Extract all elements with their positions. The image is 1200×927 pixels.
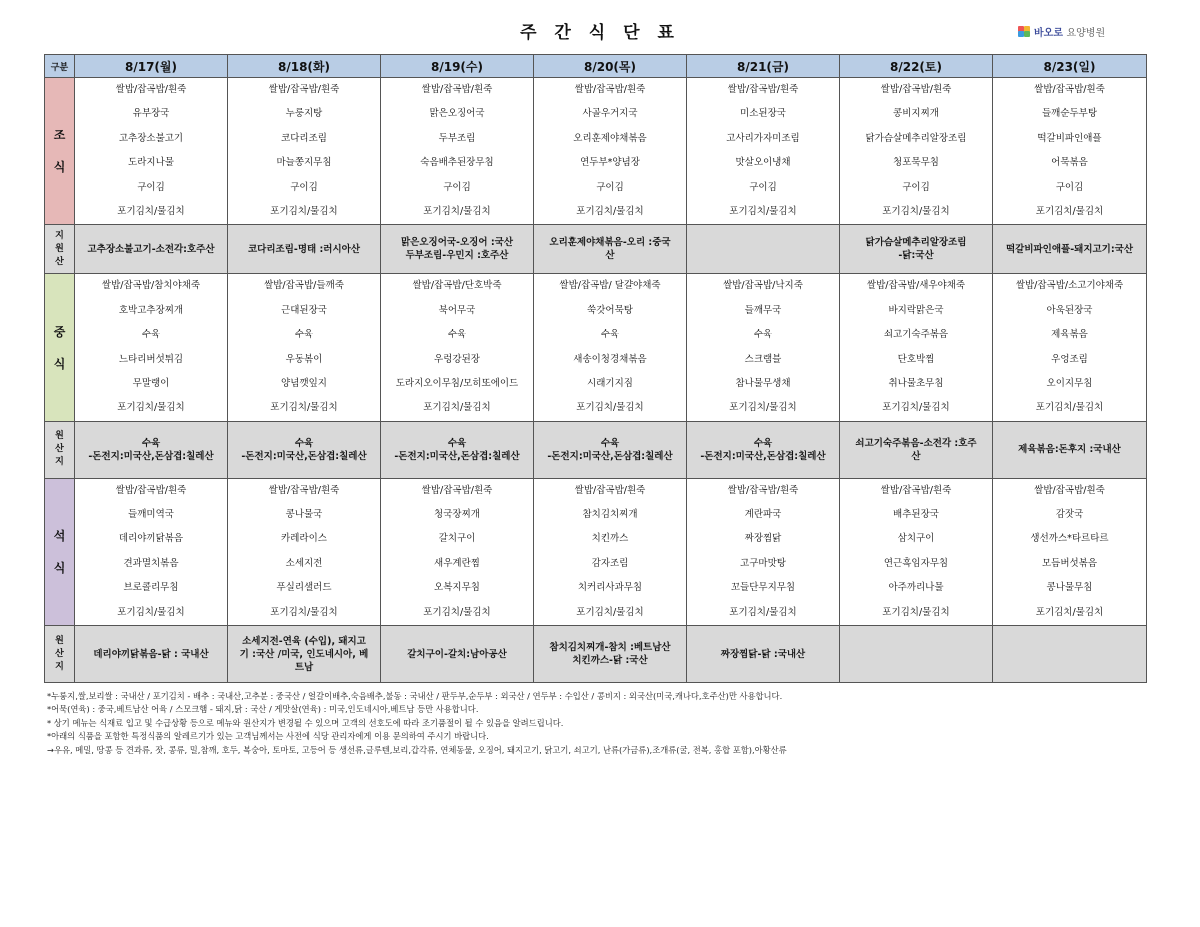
menu-item: 포기김치/물김치 <box>117 606 185 618</box>
origin-text: -돈전지:미국산,돈삼겹:칠레산 <box>394 450 520 462</box>
menu-item: 배추된장국 <box>893 509 939 521</box>
dinner-origin-row <box>45 626 1147 683</box>
lunch-origin-row <box>45 421 1147 478</box>
menu-item: 새송이청경채볶음 <box>573 353 647 365</box>
menu-item: 무말랭이 <box>132 377 170 389</box>
origin-text: 산 <box>605 250 615 262</box>
label-char: 산 <box>55 444 64 455</box>
menu-item: 수육 <box>600 329 620 341</box>
menu-item: 맑은오징어국 <box>429 108 485 120</box>
origin-text: 제육볶음:돈후지 :국내산 <box>1018 444 1121 456</box>
origin-cell <box>687 626 840 683</box>
breakfast-origin-row <box>45 225 1147 274</box>
menu-item: 참치김치찌개 <box>582 509 638 521</box>
origin-text: 치킨까스-닭 :국산 <box>572 655 648 667</box>
menu-item: 들깨무국 <box>744 304 782 316</box>
menu-item: 감잣국 <box>1055 509 1084 521</box>
menu-item: 쑥갓어묵탕 <box>587 304 633 316</box>
menu-cell <box>993 274 1147 421</box>
menu-item: 연두부*양념장 <box>580 157 640 169</box>
origin-text: -돈전지:미국산,돈삼겹:칠레산 <box>241 450 367 462</box>
menu-item: 수육 <box>753 329 773 341</box>
menu-item: 카레라이스 <box>281 533 327 545</box>
menu-item: 데리야끼닭볶음 <box>118 533 184 545</box>
weekly-menu-table <box>44 54 1147 683</box>
menu-item: 시래기지짐 <box>587 377 633 389</box>
label-char: 식 <box>53 560 66 575</box>
origin-text: 참치김치찌개-참치 :베트남산 <box>549 642 671 654</box>
menu-item: 어묵볶음 <box>1051 157 1088 169</box>
menu-item: 닭가슴살메추리알장조림 <box>865 132 967 144</box>
menu-item: 우엉조림 <box>1051 353 1088 365</box>
day-header: 8/18(화) <box>228 55 381 78</box>
menu-item: 치킨까스 <box>591 533 629 545</box>
menu-item: 브로콜리무침 <box>123 582 179 594</box>
header-corner: 구분 <box>45 55 75 78</box>
label-char: 원 <box>55 243 64 254</box>
menu-cell <box>687 274 840 421</box>
menu-item: 수육 <box>294 329 314 341</box>
menu-item: 쌀밥/잡곡밥/흰죽 <box>727 84 799 95</box>
menu-item: 쇠고기숙주볶음 <box>883 329 949 341</box>
menu-item: 쌀밥/잡곡밥/흰죽 <box>727 484 799 496</box>
label-char: 산 <box>55 256 64 267</box>
origin-text: -돈전지:미국산,돈삼겹:칠레산 <box>547 450 673 462</box>
menu-cell <box>75 274 228 421</box>
origin-text: -돈전지:미국산,돈삼겹:칠레산 <box>88 450 214 462</box>
menu-item: 숙음배추된장무침 <box>420 157 494 169</box>
origin-text: 수육 <box>294 437 314 449</box>
menu-item: 도라지나물 <box>128 157 174 169</box>
menu-item: 떡갈비파인애플 <box>1037 132 1102 144</box>
menu-item: 포기김치/물김치 <box>576 402 644 414</box>
menu-cell <box>381 274 534 421</box>
note-line: *아래의 식품을 포함한 특정식품의 알레르기가 있는 고객님께서는 사전에 식당 관리자에게 이용 문의하여 주시기 바랍니다. <box>47 731 489 742</box>
lunch-origin-label <box>45 421 75 478</box>
menu-cell <box>993 78 1147 225</box>
origin-text: 기 :국산 /미국, 인도네시아, 베 <box>239 648 369 660</box>
lunch-row <box>45 274 1147 421</box>
origin-text: 맑은오징어국-오징어 :국산 <box>401 237 513 249</box>
menu-item: 취나물초무침 <box>888 377 944 389</box>
menu-item: 오리훈제야채볶음 <box>573 132 647 144</box>
label-char: 중 <box>53 324 66 339</box>
menu-item: 오복지무침 <box>434 582 480 594</box>
menu-item: 아욱된장국 <box>1046 304 1093 316</box>
menu-item: 고추장소불고기 <box>118 132 184 144</box>
menu-item: 구이김 <box>290 181 318 193</box>
origin-cell <box>687 421 840 478</box>
menu-item: 구이김 <box>902 181 930 193</box>
menu-item: 쌀밥/잡곡밥/낙지죽 <box>723 280 803 292</box>
menu-item: 짜장찜닭 <box>744 533 782 545</box>
note-line: *어묵(연육) : 중국,베트남산 어육 / 스모크햄 - 돼지,닭 : 국산 / 게맛살(연육) : 미국,인도네시아,베트남 등만 사용합니다. <box>47 704 479 715</box>
label-char: 지 <box>55 457 64 468</box>
menu-item: 쌀밥/잡곡밥/흰죽 <box>421 84 493 95</box>
menu-item: 삼치구이 <box>897 533 935 545</box>
origin-cell <box>228 626 381 683</box>
origin-text: 산 <box>911 450 921 462</box>
menu-item: 포기김치/물김치 <box>423 205 491 217</box>
note-line: →우유, 메밀, 땅콩 등 견과류, 잣, 콩류, 밀,참깨, 호두, 복숭아, 토마토, 고등어 등 생선류,글루텐,보리,갑각류, 연체동물, 오징어, 돼지고기, 닭고기, 쇠고기, 난류(가금류),조개류(굴, 전복, 홍합 포함),아황산류 <box>47 744 787 755</box>
origin-cell <box>993 626 1147 683</box>
menu-item: 포기김치/물김치 <box>729 402 797 414</box>
day-header: 8/22(토) <box>840 55 993 78</box>
menu-item: 치커리사과무침 <box>577 582 643 594</box>
menu-cell <box>228 478 381 625</box>
menu-item: 쌀밥/잡곡밥/흰죽 <box>115 484 187 496</box>
menu-item: 고사리가자미조림 <box>726 132 800 144</box>
menu-item: 쌀밥/잡곡밥/ 달걀야채죽 <box>559 280 661 292</box>
day-header: 8/21(금) <box>687 55 840 78</box>
menu-item: 쌀밥/잡곡밥/새우야채죽 <box>866 280 966 292</box>
menu-item: 구이김 <box>1055 181 1084 193</box>
origin-text: 수육 <box>753 437 773 449</box>
menu-item: 양념깻잎지 <box>281 377 327 389</box>
label-char: 조 <box>53 128 66 143</box>
menu-item: 두부조림 <box>438 132 476 144</box>
menu-item: 근대된장국 <box>281 304 327 316</box>
origin-text: 데리야끼닭볶음-닭 : 국내산 <box>93 648 209 660</box>
menu-item: 쌀밥/잡곡밥/흰죽 <box>1034 84 1105 95</box>
menu-item: 도라지오이무침/모히또에이드 <box>395 377 519 389</box>
menu-item: 계란파국 <box>744 509 782 521</box>
origin-cell <box>75 225 228 274</box>
origin-cell <box>687 225 840 274</box>
menu-cell <box>687 78 840 225</box>
menu-item: 제육볶음 <box>1051 329 1088 341</box>
menu-item: 쌀밥/잡곡밥/흰죽 <box>268 484 340 496</box>
origin-cell <box>993 421 1147 478</box>
origin-text: 오리훈제야채볶음-오리 :중국 <box>549 237 671 249</box>
logo-icon <box>1018 26 1031 37</box>
menu-item: 꼬들단무지무침 <box>730 582 796 594</box>
origin-text: 떡갈비파인애플-돼지고기:국산 <box>1005 243 1134 255</box>
menu-cell <box>993 478 1147 625</box>
menu-item: 쌀밥/잡곡밥/흰죽 <box>115 84 187 95</box>
origin-cell <box>993 225 1147 274</box>
origin-text: 수육 <box>447 437 467 449</box>
label-char: 지 <box>55 230 64 241</box>
label-char: 원 <box>55 431 64 442</box>
menu-item: 쌀밥/잡곡밥/흰죽 <box>574 84 646 95</box>
menu-cell <box>228 274 381 421</box>
menu-item: 포기김치/물김치 <box>423 606 491 618</box>
menu-item: 참나물무생채 <box>735 377 791 389</box>
menu-item: 우동볶이 <box>285 353 323 365</box>
origin-text: 코다리조림-명태 :러시아산 <box>248 243 360 255</box>
label-char: 식 <box>53 160 66 175</box>
origin-text: 고추장소불고기-소전각:호주산 <box>87 243 215 255</box>
menu-cell <box>840 78 993 225</box>
menu-item: 소세지전 <box>285 557 323 569</box>
menu-item: 호박고추장찌개 <box>118 304 184 316</box>
menu-item: 포기김치/물김치 <box>270 205 338 217</box>
menu-item: 포기김치/물김치 <box>1035 606 1104 618</box>
menu-item: 포기김치/물김치 <box>576 205 644 217</box>
menu-item: 느타리버섯튀김 <box>118 353 184 365</box>
menu-item: 청포묵무침 <box>893 157 939 169</box>
dinner-origin-label <box>45 626 75 683</box>
logo-text <box>1034 24 1105 39</box>
menu-item: 쌀밥/잡곡밥/참치야채죽 <box>101 280 201 292</box>
menu-item: 북어무국 <box>438 304 476 316</box>
origin-text: 갈치구이-갈치:남아공산 <box>407 648 507 660</box>
day-header: 8/19(수) <box>381 55 534 78</box>
origin-cell <box>75 421 228 478</box>
menu-item: 포기김치/물김치 <box>729 606 797 618</box>
breakfast-origin-label <box>45 225 75 274</box>
menu-item: 갈치구이 <box>438 533 476 545</box>
menu-item: 포기김치/물김치 <box>729 205 797 217</box>
menu-item: 포기김치/물김치 <box>882 205 950 217</box>
menu-item: 고구마맛탕 <box>740 557 786 569</box>
menu-item: 포기김치/물김치 <box>270 402 338 414</box>
menu-item: 구이김 <box>443 181 471 193</box>
origin-cell <box>840 421 993 478</box>
menu-item: 들깨순두부탕 <box>1041 108 1098 120</box>
menu-item: 누룽지탕 <box>285 108 323 120</box>
menu-item: 콩나물무침 <box>1046 582 1093 594</box>
origin-cell <box>228 225 381 274</box>
menu-item: 포기김치/물김치 <box>882 606 950 618</box>
origin-text: 쇠고기숙주볶음-소전각 :호주 <box>855 437 977 449</box>
dinner-row <box>45 478 1147 625</box>
menu-item: 구이김 <box>749 181 777 193</box>
menu-item: 들깨미역국 <box>128 509 174 521</box>
origin-text: -닭:국산 <box>898 250 934 262</box>
menu-item: 맛살오이냉채 <box>735 157 791 169</box>
origin-cell <box>840 225 993 274</box>
menu-item: 구이김 <box>596 181 624 193</box>
menu-item: 아주까리나물 <box>888 582 944 594</box>
menu-item: 단호박찜 <box>897 353 935 365</box>
origin-cell <box>534 421 687 478</box>
menu-item: 쌀밥/잡곡밥/흰죽 <box>880 484 952 496</box>
notes-section <box>47 690 1147 757</box>
menu-item: 모듬버섯볶음 <box>1041 557 1098 569</box>
label-char: 산 <box>55 648 64 659</box>
label-char: 원 <box>55 635 64 646</box>
menu-item: 바지락맑은국 <box>888 304 944 316</box>
menu-item: 마늘쫑지무침 <box>276 157 332 169</box>
menu-item: 쌀밥/잡곡밥/들깨죽 <box>264 280 344 292</box>
origin-text: 짜장찜닭-닭 :국내산 <box>720 648 806 660</box>
origin-cell <box>534 626 687 683</box>
origin-text: 트남 <box>294 661 314 673</box>
logo-sub: 요양병원 <box>1066 28 1106 39</box>
menu-cell <box>840 478 993 625</box>
menu-item: 새우계란찜 <box>434 557 480 569</box>
label-char: 지 <box>55 661 64 672</box>
menu-item: 코다리조림 <box>281 132 327 144</box>
menu-item: 수육 <box>447 329 467 341</box>
menu-item: 미소된장국 <box>740 108 786 120</box>
note-line: * 상기 메뉴는 식재료 입고 및 수급상황 등으로 메뉴와 원산지가 변경될 수 있으며 고객의 선호도에 따라 조기품절이 될 수 있음을 알려드립니다. <box>47 717 564 728</box>
day-header: 8/20(목) <box>534 55 687 78</box>
breakfast-label <box>45 78 75 225</box>
menu-item: 포기김치/물김치 <box>270 606 338 618</box>
menu-item: 포기김치/물김치 <box>423 402 491 414</box>
menu-cell <box>687 478 840 625</box>
menu-cell <box>228 78 381 225</box>
origin-text: 두부조림-우민지 :호주산 <box>405 250 509 262</box>
menu-item: 쌀밥/잡곡밥/소고기야채죽 <box>1015 280 1124 292</box>
menu-cell <box>381 78 534 225</box>
origin-cell <box>381 626 534 683</box>
menu-item: 오이지무침 <box>1046 377 1093 389</box>
menu-item: 콩나물국 <box>285 509 323 521</box>
origin-text: 소세지전-연육 (수입), 돼지고 <box>242 635 366 647</box>
menu-cell <box>75 478 228 625</box>
origin-text: 수육 <box>141 437 161 449</box>
menu-item: 쌀밥/잡곡밥/흰죽 <box>574 484 646 496</box>
origin-text: 수육 <box>600 437 620 449</box>
menu-item: 구이김 <box>137 181 165 193</box>
menu-item: 사골우거지국 <box>582 108 638 120</box>
menu-item: 유부장국 <box>132 108 170 120</box>
menu-item: 콩비지찌개 <box>893 108 939 120</box>
origin-cell <box>228 421 381 478</box>
breakfast-row <box>45 78 1147 225</box>
day-header: 8/17(월) <box>75 55 228 78</box>
origin-text: 닭가슴살메추리알장조림 <box>865 237 967 249</box>
origin-cell <box>75 626 228 683</box>
menu-item: 푸실리샐러드 <box>276 582 332 594</box>
label-char: 석 <box>53 528 66 543</box>
lunch-label <box>45 274 75 421</box>
menu-item: 감자조림 <box>591 557 629 569</box>
menu-item: 견과멸치볶음 <box>123 557 179 569</box>
page-title: 주 간 식 단 표 <box>520 23 680 43</box>
menu-item: 생선까스*타르타르 <box>1030 533 1109 545</box>
menu-item: 쌀밥/잡곡밥/흰죽 <box>880 84 952 95</box>
menu-cell <box>381 478 534 625</box>
note-line: *누룽지,쌀,보리쌀 : 국내산 / 포기김치 - 배추 : 국내산,고추분 : 중국산 / 얼갈이배추,숙음배추,불동 : 국내산 / 판두부,순두부 : 외국산 / 연두부 : 수입산 / 콩비지 : 외국산(미국,캐나다,호주산)만 사용합니다. <box>47 691 783 701</box>
origin-cell <box>381 421 534 478</box>
menu-item: 쌀밥/잡곡밥/흰죽 <box>1034 484 1105 496</box>
menu-item: 포기김치/물김치 <box>1035 402 1104 414</box>
origin-cell <box>381 225 534 274</box>
hospital-logo <box>1018 24 1105 39</box>
menu-cell <box>534 274 687 421</box>
menu-item: 쌀밥/잡곡밥/흰죽 <box>421 484 493 496</box>
menu-item: 포기김치/물김치 <box>882 402 950 414</box>
menu-item: 포기김치/물김치 <box>576 606 644 618</box>
menu-cell <box>534 478 687 625</box>
menu-item: 포기김치/물김치 <box>117 402 185 414</box>
label-char: 식 <box>53 356 66 371</box>
menu-item: 포기김치/물김치 <box>117 205 185 217</box>
menu-item: 수육 <box>141 329 161 341</box>
menu-cell <box>840 274 993 421</box>
origin-text: -돈전지:미국산,돈삼겹:칠레산 <box>700 450 826 462</box>
menu-item: 연근흑임자무침 <box>883 557 949 569</box>
origin-cell <box>840 626 993 683</box>
menu-item: 쌀밥/잡곡밥/흰죽 <box>268 84 340 95</box>
header-row <box>45 55 1147 78</box>
logo-name: 바오로 <box>1034 28 1063 39</box>
day-header: 8/23(일) <box>993 55 1147 78</box>
menu-cell <box>534 78 687 225</box>
menu-item: 스크램블 <box>744 353 782 365</box>
menu-item: 쌀밥/잡곡밥/단호박죽 <box>412 280 502 292</box>
dinner-label <box>45 478 75 625</box>
menu-item: 청국장찌개 <box>434 509 480 521</box>
origin-cell <box>534 225 687 274</box>
menu-item: 포기김치/물김치 <box>1035 205 1104 217</box>
menu-item: 우렁강된장 <box>434 353 480 365</box>
menu-cell <box>75 78 228 225</box>
